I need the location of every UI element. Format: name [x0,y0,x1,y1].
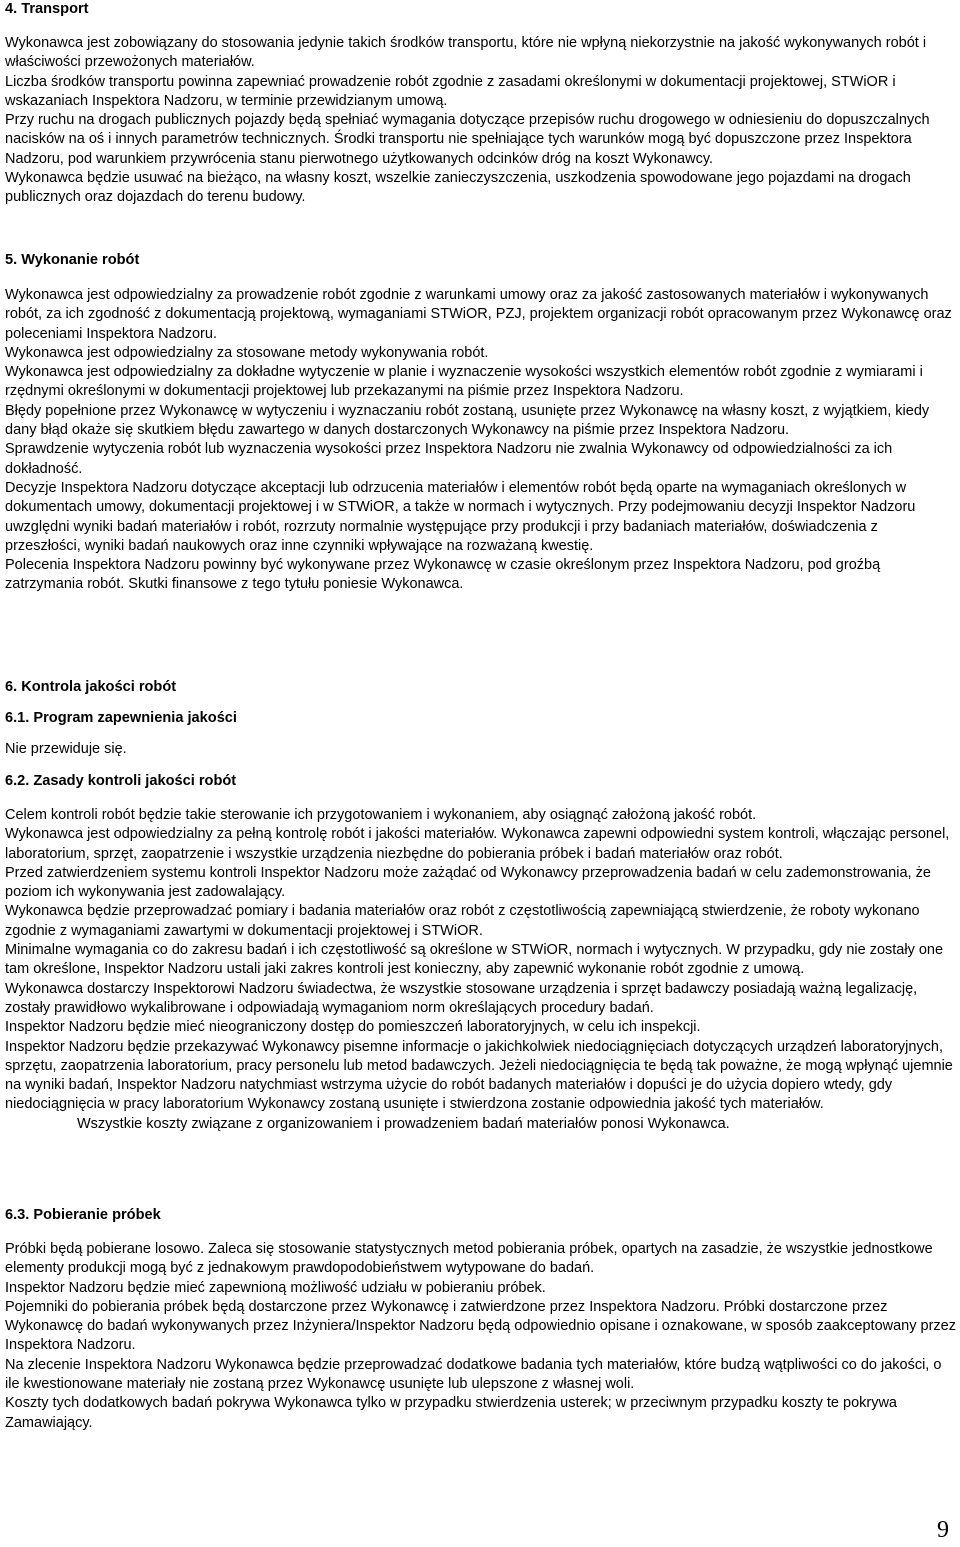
paragraph: Liczba środków transportu powinna zapewniać prowadzenie robót zgodnie z zasadami określonymi w dokumentacji projektowej, STWiOR i wskazaniach Inspektora Nadzoru, w terminie przewidzianym umową. [5,73,896,109]
paragraph: Wykonawca dostarczy Inspektorowi Nadzoru świadectwa, że wszystkie stosowane urządzenia i sprzęt badawczy posiadają ważną legalizację, zostały prawidłowo wykalibrowane i odpowiadają wymaganiom norm określających procedury badań. [5,980,918,1016]
paragraph: Przy ruchu na drogach publicznych pojazdy będą spełniać wymagania dotyczące przepisów ruchu drogowego w odniesieniu do dopuszczalnych nacisków na oś i innych parametrów technicznych. Środki transportu nie spełniające tych warunków mogą być dopuszczone przez Inspektora Nadzoru, pod warunkiem przywrócenia stanu pierwotnego użytkowanych odcinków dróg na koszt Wykonawcy. [5,112,930,167]
paragraph: Polecenia Inspektora Nadzoru powinny być wykonywane przez Wykonawcę w czasie określonym przez Inspektora Nadzoru, pod groźbą zatrzymania robót. Skutki finansowe z tego tytułu poniesie Wykonawca. [5,557,881,593]
section-6-1-heading: 6.1. Program zapewnienia jakości [5,710,237,726]
section-6-3-heading: 6.3. Pobieranie próbek [5,1207,161,1223]
paragraph: Pojemniki do pobierania próbek będą dostarczone przez Wykonawcę i zatwierdzone przez Inspektora Nadzoru. Próbki dostarczone przez Wykonawcę do badań wykonywanych przez Inżyniera/Inspektor Nadzoru będą odpowiednio opisane i oznakowane, w sposób zaakceptowany przez Inspektora Nadzoru. [5,1298,956,1354]
section-6-3-body [5,1240,957,1433]
section-4-heading: 4. Transport [5,1,89,17]
paragraph: Wykonawca jest odpowiedzialny za dokładne wytyczenie w planie i wyznaczenie wysokości wszystkich elementów robót zgodnie z wymiarami i rzędnymi określonymi w dokumentacji projektowej lub przekazanymi na piśmie przez Inspektora Nadzoru. [5,364,923,400]
paragraph: Celem kontroli robót będzie takie sterowanie ich przygotowaniem i wykonaniem, aby osiągnąć założoną jakość robót. [5,807,757,823]
paragraph: Wykonawca jest odpowiedzialny za prowadzenie robót zgodnie z warunkami umowy oraz za jakość zastosowanych materiałów i wykonywanych robót, za ich zgodność z dokumentacją projektową, wymaganiami STWiOR, PZJ, projektem organizacji robót opracowanym przez Wykonawcę oraz poleceniami Inspektora Nadzoru. [5,287,952,342]
paragraph: Wszystkie koszty związane z organizowaniem i prowadzeniem badań materiałów ponosi Wykonawca. [77,1115,730,1132]
paragraph: Minimalne wymagania co do zakresu badań i ich częstotliwość są określone w STWiOR, normach i wytycznych. W przypadku, gdy nie zostały one tam określone, Inspektor Nadzoru ustali jaki zakres kontroli jest konieczny, aby zapewnić wykonanie robót zgodnie z umową. [5,942,944,978]
paragraph: Wykonawca jest zobowiązany do stosowania jedynie takich środków transportu, które nie wpłyną niekorzystnie na jakość wykonywanych robót i właściwości przewożonych materiałów. [5,35,927,71]
page-number: 9 [937,1517,949,1543]
paragraph: Koszty tych dodatkowych badań pokrywa Wykonawca tylko w przypadku stwierdzenia usterek; w przeciwnym przypadku koszty te pokrywa Zamawiający. [5,1395,897,1431]
section-6-2-body [5,806,957,1134]
section-6-heading: 6. Kontrola jakości robót [5,679,177,695]
paragraph: Decyzje Inspektora Nadzoru dotyczące akceptacji lub odrzucenia materiałów i elementów robót będą oparte na wymaganiach określonych w dokumentach umowy, dokumentacji projektowej i w STWiOR, a także w normach i wytycznych. Przy podejmowaniu decyzji Inspektor Nadzoru uwzględni wyniki badań materiałów i robót, rozrzuty normalnie występujące przy produkcji i przy badaniach materiałów, doświadczenia z przeszłości, wyniki badań naukowych oraz inne czynniki wpływające na rozważaną kwestię. [5,479,916,554]
section-5-heading: 5. Wykonanie robót [5,252,140,268]
paragraph: Wykonawca będzie usuwać na bieżąco, na własny koszt, wszelkie zanieczyszczenia, uszkodzenia spowodowane jego pojazdami na drogach publicznych oraz dojazdach do terenu budowy. [5,170,911,206]
paragraph: Wykonawca jest odpowiedzialny za pełną kontrolę robót i jakości materiałów. Wykonawca zapewni odpowiedni system kontroli, włączając personel, laboratorium, sprzęt, zaopatrzenie i wszystkie urządzenia niezbędne do pobierania próbek i badań materiałów oraz robót. [5,826,950,862]
paragraph: Błędy popełnione przez Wykonawcę w wytyczeniu i wyznaczaniu robót zostaną, usunięte przez Wykonawcę na własny koszt, z wyjątkiem, kiedy dany błąd okaże się skutkiem błędu zawartego w danych dostarczonych Wykonawcy na piśmie przez Inspektora Nadzoru. [5,402,930,439]
paragraph: Wykonawca jest odpowiedzialny za stosowane metody wykonywania robót. [5,344,489,361]
paragraph: Sprawdzenie wytyczenia robót lub wyznaczenia wysokości przez Inspektora Nadzoru nie zwalnia Wykonawcy od odpowiedzialności za ich dokładność. [5,441,893,477]
paragraph: Przed zatwierdzeniem systemu kontroli Inspektor Nadzoru może zażądać od Wykonawcy przeprowadzenia badań w celu zademonstrowania, że poziom ich wykonywania jest zadowalający. [5,864,931,901]
section-4-body [5,34,957,208]
paragraph: Inspektor Nadzoru będzie mieć nieograniczony dostęp do pomieszczeń laboratoryjnych, w celu ich inspekcji. [5,1019,701,1036]
paragraph: Na zlecenie Inspektora Nadzoru Wykonawca będzie przeprowadzać dodatkowe badania tych materiałów, które budzą wątpliwości co do jakości, o ile kwestionowane materiały nie zostaną przez Wykonawcę usunięte lub ulepszone z własnej woli. [5,1356,942,1393]
paragraph: Wykonawca będzie przeprowadzać pomiary i badania materiałów oraz robót z częstotliwością zapewniającą stwierdzenie, że roboty wykonano zgodnie z wymaganiami zawartymi w dokumentacji projektowej i STWiOR. [5,903,920,939]
section-5-body [5,286,957,595]
paragraph: Inspektor Nadzoru będzie przekazywać Wykonawcy pisemne informacje o jakichkolwiek niedociągnięciach dotyczących urządzeń laboratoryjnych, sprzętu, zaopatrzenia laboratorium, pracy personelu lub metod badawczych. Jeżeli niedociągnięcia te będą tak poważne, że mogą wpłynąć ujemnie na wyniki badań, Inspektor Nadzoru natychmiast wstrzyma użycie do robót badanych materiałów i dopuści je do użycia dopiero wtedy, gdy niedociągnięcia w pracy laboratorium Wykonawcy zostaną usunięte i stwierdzona zostanie odpowiednia jakość tych materiałów. [5,1038,953,1113]
paragraph: Nie przewiduje się. [5,741,127,757]
paragraph: Inspektor Nadzoru będzie mieć zapewnioną możliwość udziału w pobieraniu próbek. [5,1279,546,1296]
section-6-1-body [5,740,127,759]
section-6-2-heading: 6.2. Zasady kontroli jakości robót [5,773,237,789]
paragraph: Próbki będą pobierane losowo. Zaleca się stosowanie statystycznych metod pobierania próbek, opartych na zasadzie, że wszystkie jednostkowe elementy produkcji mogą być z jednakowym prawdopodobieństwem wytypowane do badań. [5,1241,933,1277]
